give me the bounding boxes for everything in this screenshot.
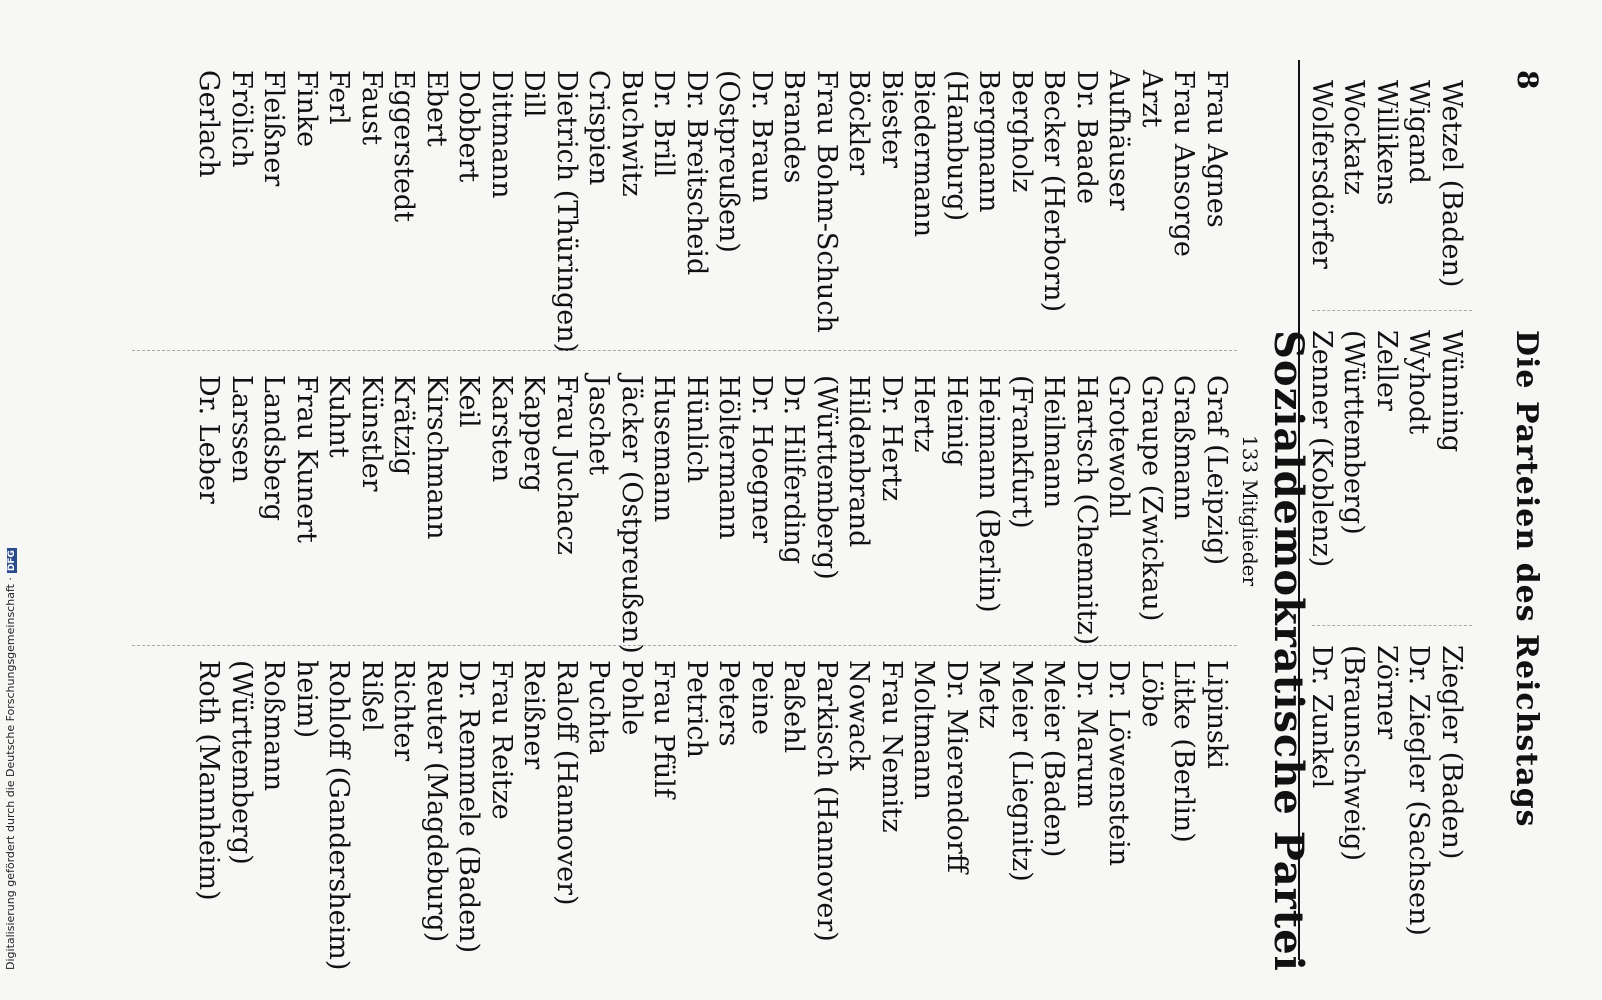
column-divider — [1312, 625, 1472, 626]
top-column-2 — [1305, 330, 1468, 567]
list-item: Peine — [746, 660, 777, 735]
list-item: Roßmann — [258, 660, 290, 792]
list-item: Paßehl — [778, 660, 810, 754]
list-item: Fleißner — [258, 70, 290, 187]
list-item: Wyhodt — [1403, 330, 1435, 435]
list-item: Dr. Baade — [1071, 70, 1102, 205]
list-item: (Württemberg) — [811, 375, 842, 580]
list-item: Crispien — [583, 70, 615, 186]
list-item: Dr. Ziegler (Sachsen) — [1403, 645, 1435, 936]
list-item: Frau Ansorge — [1168, 70, 1200, 257]
list-item: Dr. Hilferding — [778, 375, 810, 565]
list-item: Meier (Liegnitz) — [1006, 660, 1037, 882]
list-item: (Braunschweig) — [1338, 645, 1370, 862]
list-item: Hünlich — [681, 375, 712, 484]
list-item: Biester — [876, 70, 907, 169]
list-item: Heimann (Berlin) — [973, 375, 1005, 613]
list-item: Arzt — [1136, 70, 1167, 128]
list-item: Dr. Breitscheid — [681, 70, 712, 276]
list-item: Wockatz — [1338, 80, 1370, 195]
party-heading: Sozialdemokratische Partei — [1265, 330, 1312, 972]
top-column-1 — [1305, 80, 1468, 287]
list-item: Raloff (Hannover) — [551, 660, 582, 906]
list-item: Landsberg — [258, 375, 290, 522]
list-item: Rohloff (Gandersheim) — [323, 660, 355, 971]
party-member-count: 133 Mitglieder — [1238, 435, 1262, 587]
list-item: Becker (Herborn) — [1038, 70, 1070, 313]
list-item: Dittmann — [486, 70, 517, 199]
list-item: Petrich — [681, 660, 712, 758]
list-item: Karsten — [486, 375, 517, 483]
list-item: Zörner — [1371, 645, 1402, 740]
list-item: (Frankfurt) — [1006, 375, 1037, 529]
list-item: Willikens — [1371, 80, 1402, 206]
list-item: Bergmann — [973, 70, 1005, 213]
list-item: (Württemberg) — [1338, 330, 1370, 535]
list-item: Frau Pfülf — [648, 660, 680, 798]
list-item: Faust — [356, 70, 387, 146]
list-item: Gerlach — [193, 70, 225, 178]
list-item: Pohle — [616, 660, 647, 736]
list-item: heim) — [291, 660, 322, 739]
list-item: Dill — [518, 70, 550, 118]
list-item: Heilmann — [1038, 375, 1070, 509]
list-item: Zeller — [1371, 330, 1402, 411]
list-item: (Hamburg) — [941, 70, 972, 222]
digitization-credit — [4, 548, 17, 970]
list-item: Litke (Berlin) — [1168, 660, 1200, 843]
list-item: Dr. Zunkel — [1306, 645, 1337, 789]
list-item: Metz — [973, 660, 1005, 729]
list-item: Zenner (Koblenz) — [1306, 330, 1337, 568]
list-item: Frau Reitze — [486, 660, 517, 820]
list-item: Frölich — [226, 70, 257, 168]
list-item: Parkisch (Hannover) — [811, 660, 842, 942]
list-item: (Ostpreußen) — [713, 70, 745, 253]
list-item: Dr. Leber — [193, 375, 225, 504]
credit-text: Digitalisierung gefördert durch die Deutsche Forschungsgemeinschaft · — [4, 577, 17, 970]
list-item: Peters — [713, 660, 745, 747]
list-item: Wetzel (Baden) — [1436, 80, 1467, 288]
list-item: Jäcker (Ostpreußen) — [616, 375, 647, 654]
list-item: Graf (Leipzig) — [1201, 375, 1232, 566]
list-item: (Württemberg) — [226, 660, 257, 865]
list-item: Kapperg — [518, 375, 550, 493]
list-item: Jaschet — [583, 375, 615, 476]
main-column-3 — [192, 660, 1232, 970]
list-item: Hartsch (Chemnitz) — [1071, 375, 1102, 646]
column-divider — [132, 645, 1237, 646]
list-item: Hertz — [908, 375, 940, 453]
list-item: Moltmann — [908, 660, 940, 800]
list-item: Dr. Remmele (Baden) — [453, 660, 485, 954]
page-number: 8 — [1511, 70, 1544, 90]
list-item: Lipinski — [1201, 660, 1232, 769]
main-column-1 — [192, 70, 1232, 353]
list-item: Larssen — [226, 375, 257, 484]
list-item: Höltermann — [713, 375, 745, 540]
list-item: Dr. Brill — [648, 70, 680, 178]
list-item: Husemann — [648, 375, 680, 523]
list-item: Puchta — [583, 660, 615, 756]
list-item: Frau Nemitz — [876, 660, 907, 833]
list-item: Dr. Löwenstein — [1103, 660, 1135, 867]
list-item: Dr. Mierendorff — [941, 660, 972, 873]
list-item: Graßmann — [1168, 375, 1200, 521]
list-item: Roth (Mannheim) — [193, 660, 225, 901]
list-item: Aufhäuser — [1103, 70, 1135, 211]
list-item: Reißner — [518, 660, 550, 770]
list-item: Ferl — [323, 70, 355, 125]
list-item: Graupe (Zwickau) — [1136, 375, 1167, 622]
list-item: Dietrich (Thüringen) — [551, 70, 582, 354]
running-title: Die Parteien des Reichstags — [1509, 330, 1544, 828]
list-item: Dobbert — [453, 70, 485, 183]
list-item: Dr. Hoegner — [746, 375, 777, 544]
list-item: Bergholz — [1006, 70, 1037, 193]
column-divider — [132, 350, 1237, 351]
list-item: Wolfersdörfer — [1306, 80, 1337, 269]
dfg-logo-icon: DFG — [7, 550, 17, 572]
list-item: Böckler — [843, 70, 875, 176]
list-item: Frau Juchacz — [551, 375, 582, 555]
list-item: Brandes — [778, 70, 810, 184]
list-item: Künstler — [356, 375, 387, 492]
main-column-2 — [192, 375, 1232, 654]
list-item: Dr. Marum — [1071, 660, 1102, 809]
list-item: Dr. Braun — [746, 70, 777, 203]
list-item: Biedermann — [908, 70, 940, 238]
list-item: Wünning — [1436, 330, 1467, 453]
page-header — [1504, 0, 1544, 1000]
list-item: Richter — [388, 660, 420, 762]
list-item: Eggerstedt — [388, 70, 420, 222]
list-item: Frau Kunert — [291, 375, 322, 543]
list-item: Finke — [291, 70, 322, 148]
list-item: Kuhnt — [323, 375, 355, 458]
list-item: Grotewohl — [1103, 375, 1135, 518]
column-divider — [1312, 310, 1472, 311]
list-item: Keil — [453, 375, 485, 428]
list-item: Frau Agnes — [1201, 70, 1232, 228]
list-item: Frau Bohm-Schuch — [811, 70, 842, 333]
list-item: Wigand — [1403, 80, 1435, 184]
list-item: Hildenbrand — [843, 375, 875, 548]
list-item: Meier (Baden) — [1038, 660, 1070, 858]
list-item: Krätzig — [388, 375, 420, 476]
list-item: Nowack — [843, 660, 875, 771]
list-item: Ebert — [421, 70, 452, 147]
list-item: Reuter (Magdeburg) — [421, 660, 452, 943]
list-item: Rißel — [356, 660, 387, 732]
list-item: Dr. Hertz — [876, 375, 907, 502]
list-item: Buchwitz — [616, 70, 647, 197]
list-item: Ziegler (Baden) — [1436, 645, 1467, 860]
top-column-3 — [1305, 645, 1468, 936]
list-item: Heinig — [941, 375, 972, 467]
list-item: Löbe — [1136, 660, 1167, 728]
list-item: Kirschmann — [421, 375, 452, 540]
